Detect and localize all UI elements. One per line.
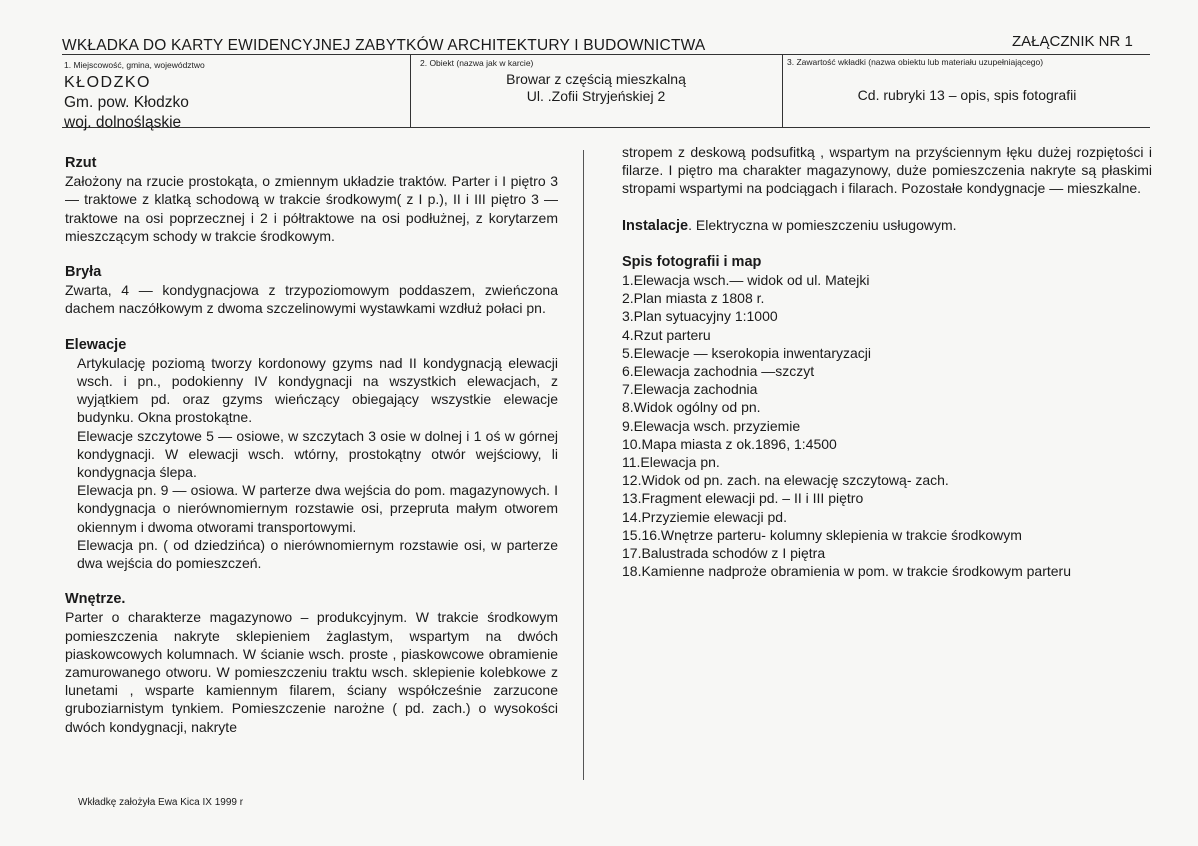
header-divider-2	[782, 54, 783, 128]
annex-number: ZAŁĄCZNIK NR 1	[1012, 33, 1133, 50]
left-column	[65, 154, 558, 736]
list-item: 7.Elewacja zachodnia	[622, 381, 758, 398]
instalacje-line	[622, 216, 1152, 235]
list-item: 6.Elewacja zachodnia —szczyt	[622, 363, 815, 380]
header-top-rule	[62, 54, 1150, 55]
elewacje-paragraph-3: Elewacja pn. 9 — osiowa. W parterze dwa wejścia do pom. magazynowych. I kondygnacja o nierównomiernym rozstawie osi, przepruta małym otworem okiennym i dwoma otworami transportowymi.	[77, 482, 558, 535]
rzut-heading: Rzut	[65, 155, 97, 171]
object-name: Browar z częścią mieszkalną	[506, 71, 686, 87]
elewacje-paragraph-2: Elewacje szczytowe 5 — osiowe, w szczytach 3 osie w dolnej i 1 oś w górnej kondygnacji. W elewacji wsch. wtórny, prostokątny otwór wejściowy, li kondygnacja ślepa.	[77, 427, 558, 481]
list-item: 10.Mapa miasta z ok.1896, 1:4500	[622, 435, 837, 452]
list-item: 14.Przyziemie elewacji pd.	[622, 508, 787, 525]
elewacje-heading: Elewacje	[65, 336, 127, 353]
list-item: 3.Plan sytuacyjny 1:1000	[622, 308, 778, 325]
object-address: Ul. .Zofii Stryjeńskiej 2	[526, 88, 666, 104]
location-gmina: Gm. pow. Kłodzko	[64, 94, 189, 111]
list-item: 8.Widok ogólny od pn.	[622, 399, 761, 416]
list-item: 13.Fragment elewacji pd. – II i III piętro	[622, 490, 864, 507]
list-item: 15.16.Wnętrze parteru- kolumny sklepienia w trakcie środkowym	[622, 526, 1022, 543]
bryla-text: Zwarta, 4 — kondygnacjowa z trzypoziomowym poddaszem, zwieńczona dachem naczółkowym z dwoma szczelinowymi wystawkami wzdłuż połaci pn.	[65, 282, 558, 317]
insert-content: Cd. rubryki 13 – opis, spis fotografii	[857, 87, 1077, 103]
list-item: 4.Rzut parteru	[622, 326, 711, 343]
field-2-label: 2. Obiekt (nazwa jak w karcie)	[420, 58, 534, 68]
wnetrze-heading: Wnętrze.	[65, 591, 126, 608]
list-item: 2.Plan miasta z 1808 r.	[622, 290, 765, 307]
instalacje-text: . Elektryczna w pomieszczeniu usługowym.	[688, 216, 957, 233]
wnetrze-continuation: stropem z deskową podsufitką , wspartym na przyściennym łęku dużej rozpiętości i filarze. I piętro ma charakter magazynowy, duże pomieszczenia nakryte są płaskimi stropami wspartymi na podciągach i filarach. Pozostałe kondygnacje — mieszkalne.	[622, 144, 1152, 197]
bryla-heading: Bryła	[65, 264, 102, 281]
wnetrze-text: Parter o charakterze magazynowo – produkcyjnym. W trakcie środkowym pomieszczenia nakryte sklepieniem żaglastym, wspartym na dwóch piaskowcowych kolumnach. W ścianie wsch. proste , piaskowcowe obramienie zamurowanego otworu. W pomieszczeniu traktu wsch. sklepienie kolebkowe z lunetami , wsparte kamiennym filarem, ściany współcześnie zarzucone gruboziarnistym tynkiem. Pomieszczenie narożne ( pd. zach.) o wysokości dwóch kondygnacji, nakryte	[65, 609, 558, 735]
elewacje-paragraph-1: Artykulację poziomą tworzy kordonowy gzyms nad II kondygnacją elewacji wsch. i pn., podokienny IV kondygnacji na wszystkich elewacjach, z wyjątkiem pd. oraz gzyms wieńczący obiegający wszystkie elewacje budynku. Okna prostokątne.	[77, 354, 558, 426]
location-city: KŁODZKO	[64, 74, 151, 91]
list-item: 9.Elewacja wsch. przyziemie	[622, 417, 801, 434]
list-item: 1.Elewacja wsch.— widok od ul. Matejki	[622, 272, 870, 289]
footer-author-note: Wkładkę założyła Ewa Kica IX 1999 r	[78, 797, 244, 808]
field-3-label: 3. Zawartość wkładki (nazwa obiektu lub materiału uzupełniającego)	[787, 57, 1044, 67]
photo-map-list	[622, 271, 1152, 580]
elewacje-paragraph-4: Elewacja pn. ( od dziedzińca) o nierównomiernym rozstawie osi, w parterze dwa wejścia do pomieszczeń.	[77, 536, 558, 572]
rzut-text: Założony na rzucie prostokąta, o zmiennym układzie traktów. Parter i I piętro 3 — traktowe z klatką schodową w trakcie środkowym( z I p.), II i III piętro 3 —traktowe na osi poprzecznej i 2 i półtraktowe na osi podłużnej, z korytarzem mieszczącym schody w trakcie środkowym.	[65, 173, 558, 244]
field-1-label: 1. Miejscowość, gmina, województwo	[64, 60, 205, 70]
list-item: 18.Kamienne nadproże obramienia w pom. w trakcie środkowym parteru	[622, 563, 1071, 580]
list-item: 17.Balustrada schodów z I piętra	[622, 545, 826, 562]
list-item: 5.Elewacje — kserokopia inwentaryzacji	[622, 344, 871, 361]
location-voivodeship: woj. dolnośląskie	[64, 114, 182, 131]
form-title: WKŁADKA DO KARTY EWIDENCYJNEJ ZABYTKÓW ARCHITEKTURY I BUDOWNICTWA	[62, 37, 706, 54]
right-column	[622, 143, 1152, 580]
list-item: 12.Widok od pn. zach. na elewację szczytową- zach.	[622, 472, 949, 489]
spis-heading: Spis fotografii i map	[622, 253, 762, 270]
list-item: 11.Elewacja pn.	[622, 454, 720, 471]
column-divider	[583, 150, 584, 780]
instalacje-heading: Instalacje	[622, 217, 689, 234]
header-bottom-rule	[62, 127, 1150, 128]
